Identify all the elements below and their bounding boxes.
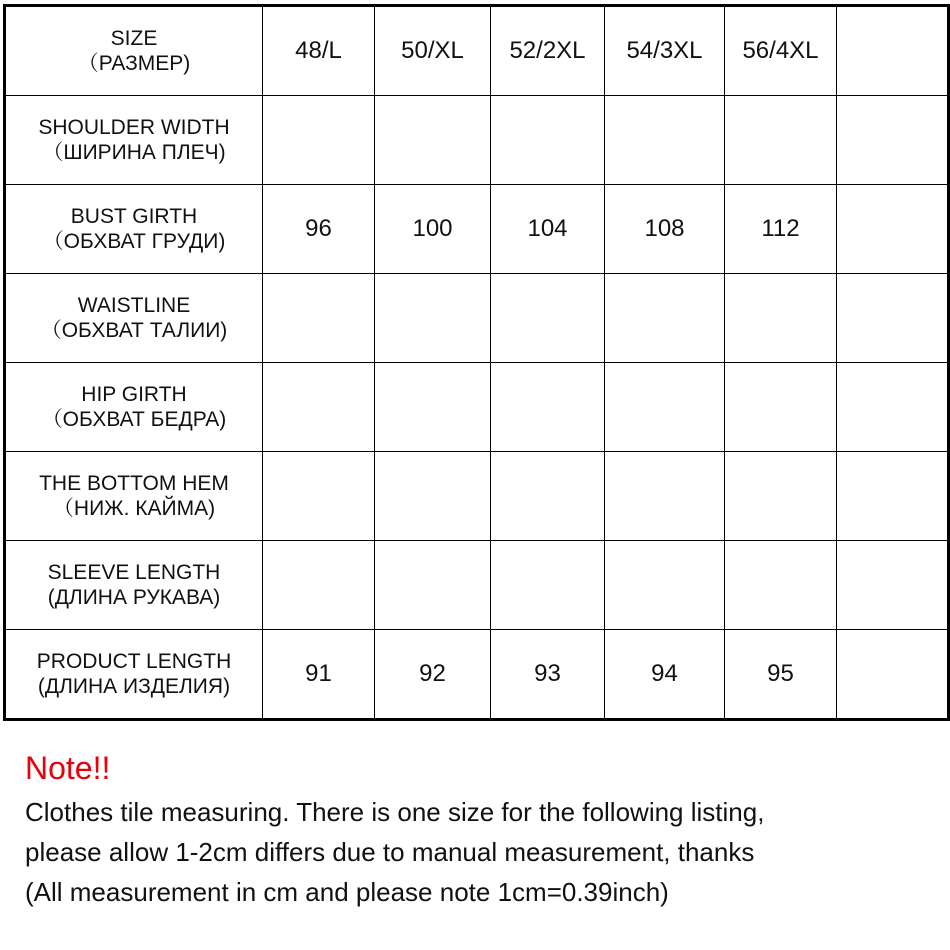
row-label-en: HIP GIRTH [81, 383, 187, 406]
table-row [5, 452, 949, 541]
table-header-row [5, 6, 949, 96]
row-label-ru: (ДЛИНА РУКАВА) [47, 586, 221, 609]
row-label-ru: （ОБХВАТ БЕДРА) [41, 408, 227, 431]
value-cell [491, 452, 605, 541]
header-label-cell [5, 6, 263, 96]
value-cell: 95 [725, 630, 837, 720]
header-label-en: SIZE [110, 27, 158, 50]
size-header-cell: 48/L [263, 6, 375, 96]
value-cell [725, 274, 837, 363]
row-label-cell [5, 541, 263, 630]
value-cell [263, 96, 375, 185]
row-label-en: SLEEVE LENGTH [47, 561, 221, 584]
value-cell: 92 [375, 630, 491, 720]
row-label-cell [5, 185, 263, 274]
value-cell [837, 541, 949, 630]
value-cell [605, 541, 725, 630]
value-cell [375, 541, 491, 630]
value-cell [605, 363, 725, 452]
value-cell [375, 274, 491, 363]
row-label-en: BUST GIRTH [70, 205, 198, 228]
value-cell [491, 541, 605, 630]
row-label-ru: （ШИРИНА ПЛЕЧ) [42, 141, 226, 164]
row-label-cell [5, 274, 263, 363]
value-cell [837, 452, 949, 541]
value-cell: 108 [605, 185, 725, 274]
table-row [5, 96, 949, 185]
value-cell: 96 [263, 185, 375, 274]
note-line: (All measurement in cm and please note 1cm=0.39inch) [25, 877, 669, 907]
table-row [5, 363, 949, 452]
table-row [5, 541, 949, 630]
row-label-ru: （ОБХВАТ ТАЛИИ) [40, 319, 228, 342]
note-line: please allow 1-2cm differs due to manual measurement, thanks [25, 837, 755, 867]
row-label-cell [5, 363, 263, 452]
value-cell [725, 96, 837, 185]
value-cell [263, 452, 375, 541]
row-label-en: PRODUCT LENGTH [36, 650, 232, 673]
note-title: Note!! [25, 750, 111, 786]
row-label-ru: （ОБХВАТ ГРУДИ) [42, 230, 226, 253]
value-cell: 100 [375, 185, 491, 274]
row-label-en: WAISTLINE [77, 294, 191, 317]
row-label-cell [5, 452, 263, 541]
size-chart-table [3, 4, 950, 721]
value-cell [837, 274, 949, 363]
value-cell [837, 96, 949, 185]
table-row [5, 185, 949, 274]
value-cell [263, 363, 375, 452]
row-label-cell [5, 630, 263, 720]
value-cell: 104 [491, 185, 605, 274]
value-cell [375, 96, 491, 185]
size-header-cell: 54/3XL [605, 6, 725, 96]
value-cell [263, 274, 375, 363]
row-label-en: THE BOTTOM HEM [39, 472, 229, 495]
value-cell [605, 96, 725, 185]
row-label-en: SHOULDER WIDTH [38, 116, 230, 139]
table-row [5, 630, 949, 720]
size-header-cell: 56/4XL [725, 6, 837, 96]
row-label-ru: (ДЛИНА ИЗДЕЛИЯ) [37, 675, 231, 698]
header-label-ru: （РАЗМЕР) [77, 52, 191, 75]
size-header-cell [837, 6, 949, 96]
value-cell [837, 630, 949, 720]
value-cell [605, 452, 725, 541]
value-cell [491, 96, 605, 185]
value-cell [491, 363, 605, 452]
value-cell [837, 363, 949, 452]
row-label-ru: （НИЖ. КАЙМА) [52, 497, 216, 520]
value-cell [375, 452, 491, 541]
value-cell [725, 452, 837, 541]
row-label-cell [5, 96, 263, 185]
value-cell [375, 363, 491, 452]
value-cell [837, 185, 949, 274]
value-cell [263, 541, 375, 630]
table-row [5, 274, 949, 363]
size-chart-body [5, 6, 949, 720]
value-cell [605, 274, 725, 363]
value-cell: 94 [605, 630, 725, 720]
size-header-cell: 50/XL [375, 6, 491, 96]
measurement-note [25, 748, 945, 912]
value-cell [491, 274, 605, 363]
value-cell: 91 [263, 630, 375, 720]
value-cell [725, 363, 837, 452]
value-cell: 112 [725, 185, 837, 274]
size-header-cell: 52/2XL [491, 6, 605, 96]
note-line: Clothes tile measuring. There is one size for the following listing, [25, 797, 765, 827]
value-cell: 93 [491, 630, 605, 720]
value-cell [725, 541, 837, 630]
